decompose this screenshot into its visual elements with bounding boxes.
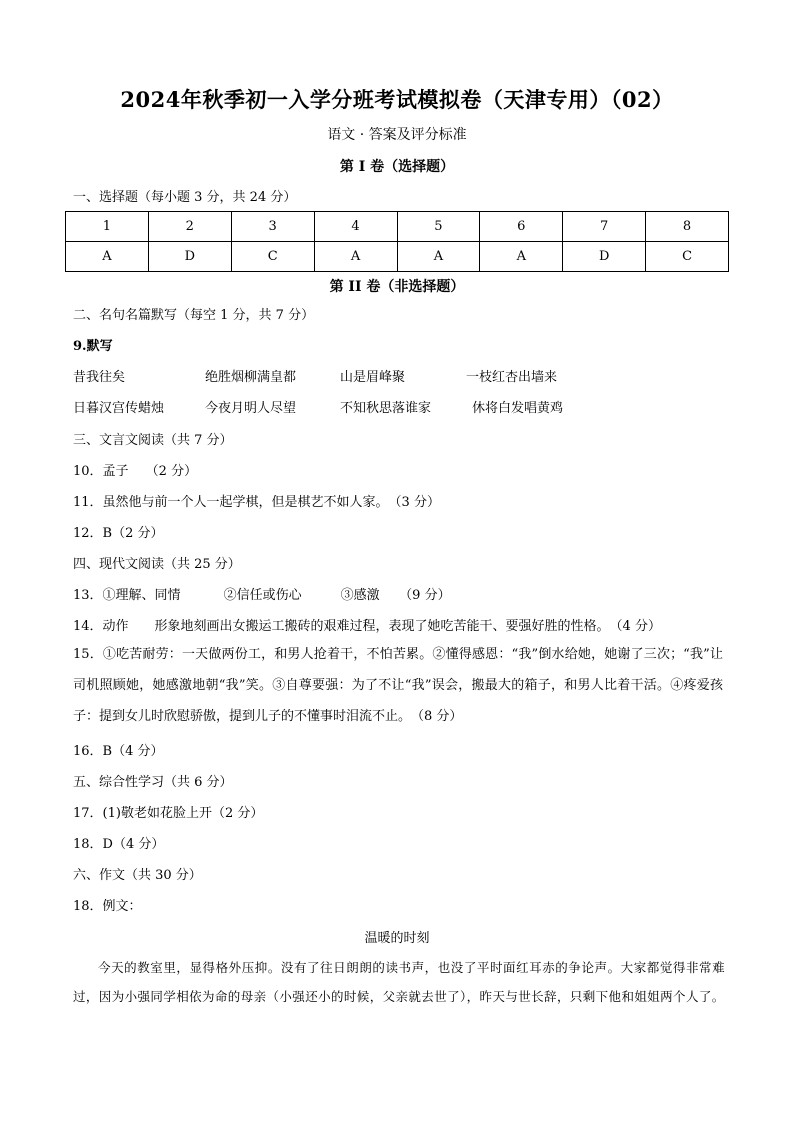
part1-title: 第 I 卷（选择题） — [339, 159, 455, 175]
q17-answer: 17．(1)敬老如花脸上开（2 分） — [73, 806, 264, 821]
q13-answer: 13．①理解、同情 ②信任或伤心 ③感激 （9 分） — [73, 588, 451, 603]
table-cell: 1 — [66, 212, 149, 242]
table-cell: 5 — [397, 212, 480, 242]
table-row-numbers — [66, 212, 729, 242]
section2-heading: 二、名句名篇默写（每空 1 分，共 7 分） — [73, 308, 315, 323]
table-cell: 4 — [314, 212, 397, 242]
section3-heading: 三、文言文阅读（共 7 分） — [73, 433, 233, 448]
table-cell: A — [66, 242, 149, 272]
table-cell: A — [314, 242, 397, 272]
q16-answer: 16．B（4 分） — [73, 744, 164, 759]
table-cell: C — [646, 242, 729, 272]
table-cell: 6 — [480, 212, 563, 242]
q15-answer: 15．①吃苦耐劳：一天做两份工，和男人抢着干，不怕苦累。②懂得感恩：“我”倒水给她，她谢了三次；“我”让司机照顾她，她感激地朝“我”笑。③自尊要强：为了不让“我”误会，搬最大的箱子，和男人比着干活。④疼爱孩子：提到女儿时欣慰骄傲，提到儿子的不懂事时泪流不止。 （8 分） — [73, 647, 723, 724]
section5-heading: 五、综合性学习（共 6 分） — [73, 775, 233, 790]
section1-heading: 一、选择题（每小题 3 分，共 24 分） — [73, 190, 297, 205]
table-cell: A — [480, 242, 563, 272]
poem-answer: 一枝红杏出墙来 — [466, 370, 558, 385]
table-row-answers — [66, 242, 729, 272]
table-cell: A — [397, 242, 480, 272]
poem-answer: 休将白发唱黄鸡 — [472, 401, 564, 416]
q9-label: 9.默写 — [73, 339, 113, 354]
essay-body: 今天的教室里，显得格外压抑。没有了往日朗朗的读书声，也没了平时面红耳赤的争论声。大家都觉得非常难过，因为小强同学相依为命的母亲（小强还小的时候，父亲就去世了），昨天与世长辞，只剩下他和姐姐两个人了。 — [73, 960, 725, 1004]
section4-heading: 四、现代文阅读（共 25 分） — [73, 557, 241, 572]
q14-answer: 14．动作 形象地刻画出女搬运工搬砖的艰难过程，表现了她吃苦能干、要强好胜的性格。 （4 分） — [73, 619, 661, 634]
table-cell: 2 — [148, 212, 231, 242]
part2-title: 第 II 卷（非选择题） — [329, 279, 465, 295]
q12-answer: 12．B（2 分） — [73, 526, 164, 541]
q11-answer: 11．虽然他与前一个人一起学棋，但是棋艺不如人家。 （3 分） — [73, 495, 440, 510]
poem-answer: 不知秋思落谁家 — [340, 401, 432, 416]
table-cell: D — [563, 242, 646, 272]
poem-answer: 日暮汉宫传蜡烛 — [73, 401, 165, 416]
essay-title: 温暖的时刻 — [364, 931, 430, 946]
q18-answer: 18．D（4 分） — [73, 837, 165, 852]
page-title: 2024年秋季初一入学分班考试模拟卷（天津专用）（02） — [120, 87, 674, 112]
table-cell: 8 — [646, 212, 729, 242]
essay-label: 18．例文： — [73, 899, 142, 914]
choice-answer-table — [65, 211, 729, 272]
page-subtitle: 语文 · 答案及评分标准 — [327, 127, 467, 143]
table-cell: D — [148, 242, 231, 272]
table-cell: 7 — [563, 212, 646, 242]
q10-answer: 10．孟子 （2 分） — [73, 464, 198, 479]
poem-answer: 今夜月明人尽望 — [205, 401, 297, 416]
table-cell: C — [231, 242, 314, 272]
poem-answer: 昔我往矣 — [73, 370, 126, 385]
table-cell: 3 — [231, 212, 314, 242]
poem-answer: 绝胜烟柳满皇都 — [205, 370, 297, 385]
section6-heading: 六、作文（共 30 分） — [73, 868, 202, 883]
poem-answer: 山是眉峰聚 — [340, 370, 406, 385]
